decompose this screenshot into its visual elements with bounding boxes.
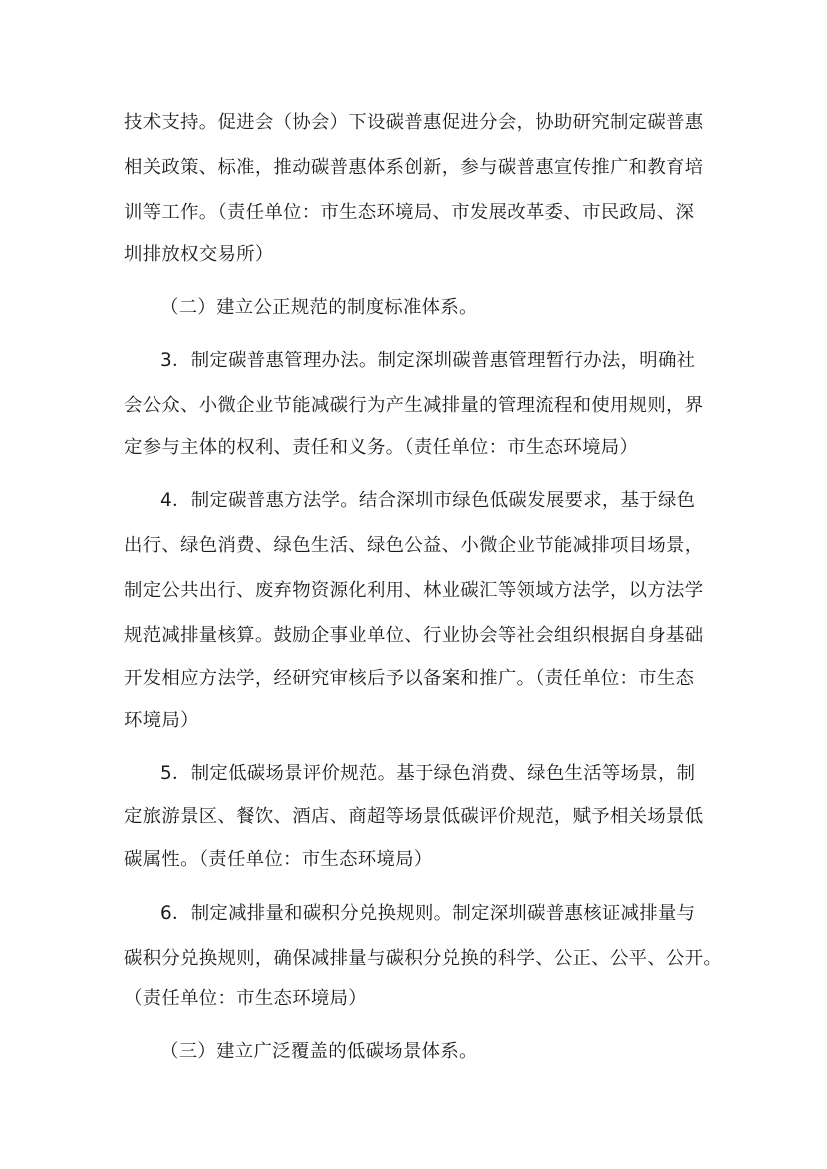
paragraph-line: 相关政策、标准，推动碳普惠体系创新，参与碳普惠宣传推广和教育培 <box>124 157 704 178</box>
paragraph-line: 出行、绿色消费、绿色生活、绿色公益、小微企业节能减排项目场景， <box>124 535 704 556</box>
paragraph-line: 6．制定减排量和碳积分兑换规则。制定深圳碳普惠核证减排量与 <box>160 903 696 924</box>
paragraph-line: 5．制定低碳场景评价规范。基于绿色消费、绿色生活等场景，制 <box>160 763 696 784</box>
paragraph-line: 制定公共出行、废弃物资源化利用、林业碳汇等领域方法学，以方法学 <box>124 580 704 601</box>
paragraph-line: 圳排放权交易所） <box>124 244 274 265</box>
paragraph-line: 技术支持。促进会（协会）下设碳普惠促进分会，协助研究制定碳普惠 <box>124 112 704 133</box>
paragraph-line: 定参与主体的权利、责任和义务。（责任单位：市生态环境局） <box>124 437 639 458</box>
section-heading-3: （三）建立广泛覆盖的低碳场景体系。 <box>160 1041 478 1062</box>
paragraph-line: 碳属性。（责任单位：市生态环境局） <box>124 849 433 870</box>
section-heading-2: （二）建立公正规范的制度标准体系。 <box>160 297 478 318</box>
paragraph-line: 4．制定碳普惠方法学。结合深圳市绿色低碳发展要求，基于绿色 <box>160 490 696 511</box>
paragraph-line: 规范减排量核算。鼓励企事业单位、行业协会等社会组织根据自身基础 <box>124 625 704 646</box>
paragraph-line: 训等工作。（责任单位：市生态环境局、市发展改革委、市民政局、深 <box>124 202 695 223</box>
paragraph-line: 开发相应方法学，经研究审核后予以备案和推广。（责任单位：市生态 <box>124 668 695 689</box>
paragraph-line: 3．制定碳普惠管理办法。制定深圳碳普惠管理暂行办法，明确社 <box>160 350 696 371</box>
paragraph-line: 会公众、小微企业节能减碳行为产生减排量的管理流程和使用规则，界 <box>124 395 704 416</box>
paragraph-line: 环境局） <box>124 710 199 731</box>
paragraph-line: 碳积分兑换规则，确保减排量与碳积分兑换的科学、公正、公平、公开。 <box>124 948 723 969</box>
paragraph-line: 定旅游景区、餐饮、酒店、商超等场景低碳评价规范，赋予相关场景低 <box>124 806 704 827</box>
paragraph-line: （责任单位：市生态环境局） <box>124 988 367 1009</box>
